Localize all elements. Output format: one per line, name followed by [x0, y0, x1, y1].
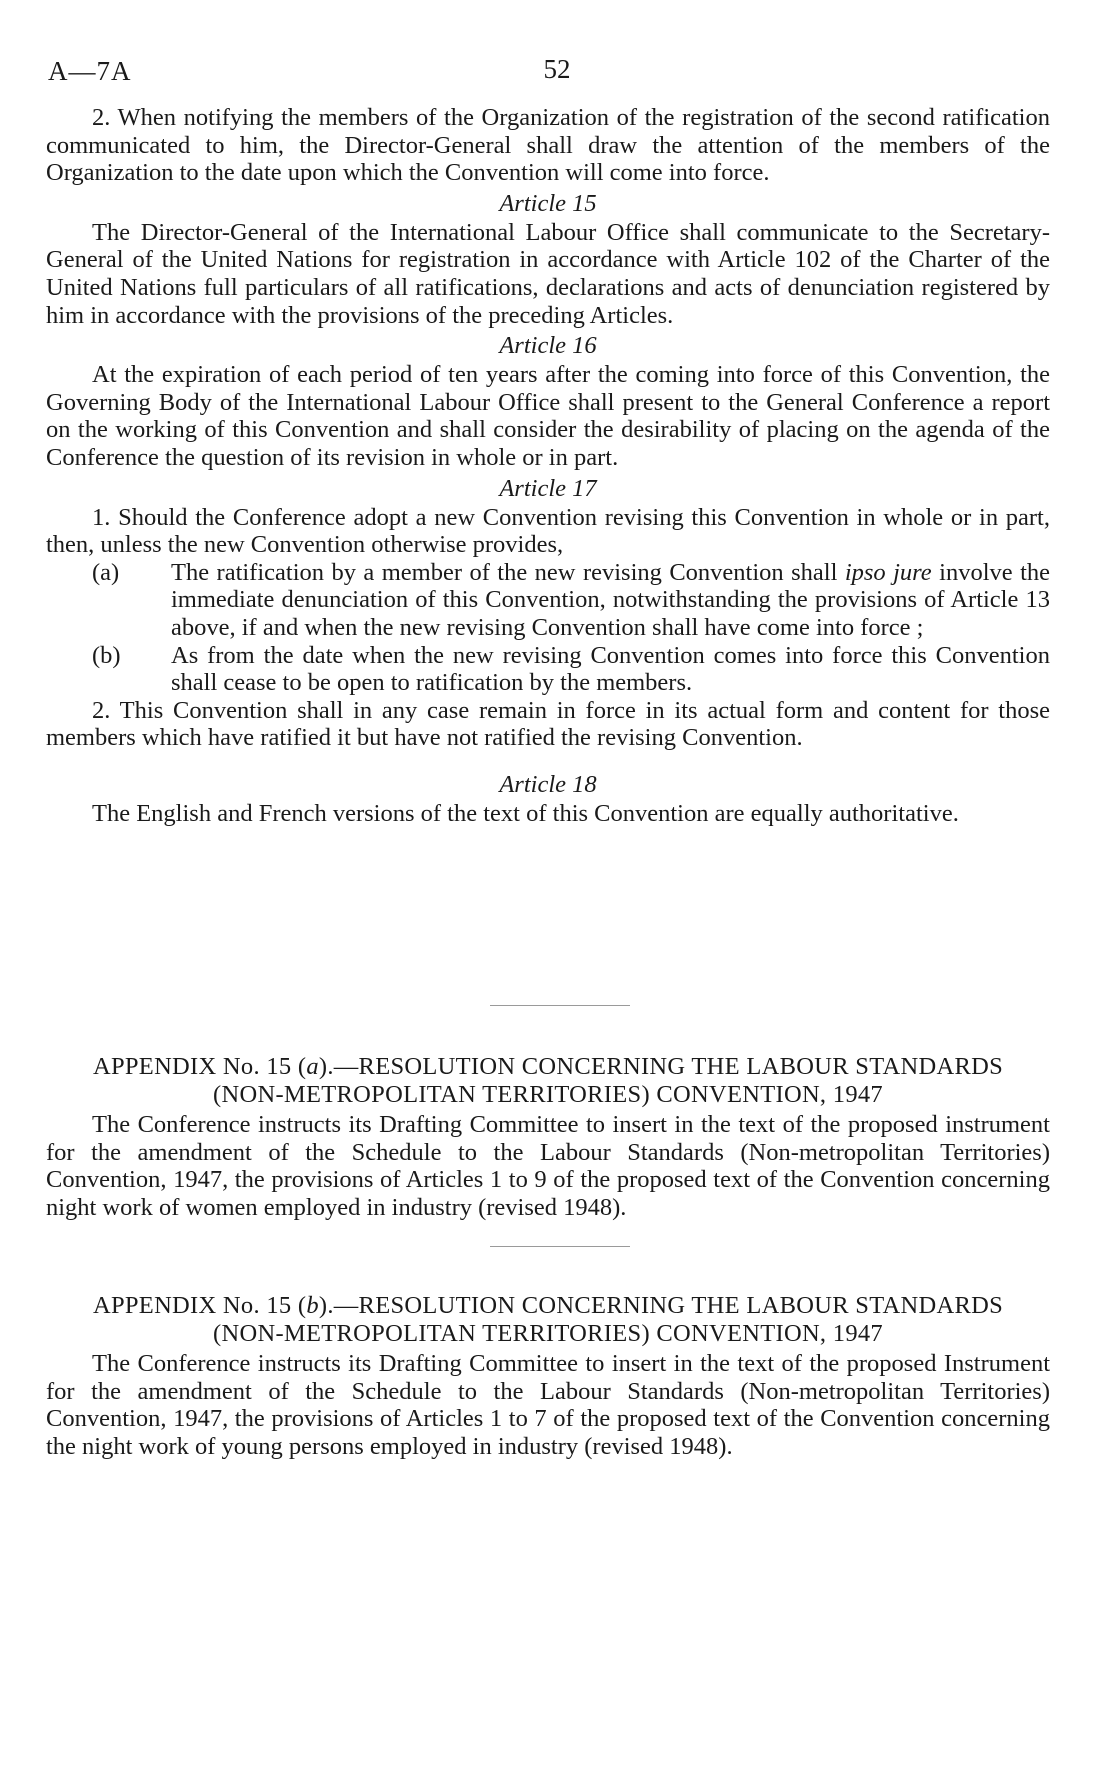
ipso-jure-italic: ipso jure: [844, 558, 932, 586]
article-16-heading: Article 16: [499, 332, 597, 360]
page-number: 52: [543, 54, 571, 84]
articles-block: [46, 104, 1050, 827]
appendix-a-title: APPENDIX No. 15 (a).—RESOLUTION CONCERNING THE LABOUR STANDARDS: [92, 1053, 1004, 1080]
article-17-item-a: [46, 559, 1050, 642]
appendix-b-text: The Conference instructs its Drafting Committee to insert in the text of the proposed Instrument for the amendment of the Schedule to the Labour Standards (Non-metropolitan Territories) Convention, 1947, the provisions of Articles 1 to 7 of the proposed text of the Convention concerning the night work of young persons employed in industry (revised 1948).: [46, 1350, 1050, 1460]
item-b-marker: (b): [92, 641, 121, 669]
document-code: A—7A: [48, 56, 132, 86]
appendix-a-block: [46, 1053, 1050, 1222]
appendix-b-block: [46, 1292, 1050, 1461]
article-17-paragraph-2: 2. This Convention shall in any case remain in force in its actual form and content for those members which have ratified it but have not ratified the revising Convention.: [46, 696, 1050, 752]
item-a-text: The ratification by a member of the new revising Convention shall ipso jure involve the immediate denunciation of this Convention, notwithstanding the provisions of Article 13 above, if and when the new revising Convention shall have come into force ;: [171, 558, 1051, 641]
article-16-text: At the expiration of each period of ten years after the coming into force of this Convention, the Governing Body of the International Labour Office shall present to the General Conference a report on the working of this Convention and shall consider the desirability of placing on the agenda of the Conference the question of its revision in whole or in part.: [46, 361, 1050, 471]
item-a-marker: (a): [92, 558, 120, 586]
article-17-heading: Article 17: [499, 474, 597, 502]
article-15-heading: Article 15: [499, 189, 597, 217]
appendix-a-text: The Conference instructs its Drafting Committee to insert in the text of the proposed instrument for the amendment of the Schedule to the Labour Standards (Non-metropolitan Territories) Convention, 1947, the provisions of Articles 1 to 9 of the proposed text of the Convention concerning night work of women employed in industry (revised 1948).: [46, 1111, 1050, 1221]
article-18-heading: Article 18: [499, 770, 597, 798]
section-divider: [490, 1005, 630, 1006]
article-15-text: The Director-General of the International Labour Office shall communicate to the Secretary-General of the United Nations for registration in accordance with Article 102 of the Charter of the United Nations full particulars of all ratifications, declarations and acts of denunciation registered by him in accordance with the provisions of the preceding Articles.: [46, 218, 1050, 329]
article-17-paragraph-1: 1. Should the Conference adopt a new Convention revising this Convention in whole or in part, then, unless the new Convention otherwise provides,: [46, 503, 1050, 559]
appendix-b-title-line-2: (NON-METROPOLITAN TERRITORIES) CONVENTION, 1947: [213, 1319, 883, 1347]
section-divider: [490, 1246, 630, 1247]
appendix-a-title-line-2: (NON-METROPOLITAN TERRITORIES) CONVENTION, 1947: [213, 1080, 883, 1108]
item-b-text: As from the date when the new revising Convention comes into force this Convention shall cease to be open to ratification by the members.: [171, 641, 1050, 697]
appendix-b-title: APPENDIX No. 15 (b).—RESOLUTION CONCERNING THE LABOUR STANDARDS: [92, 1292, 1004, 1319]
article-18-text: The English and French versions of the text of this Convention are equally authoritative.: [92, 799, 959, 827]
article-14-paragraph-2: 2. When notifying the members of the Organization of the registration of the second ratification communicated to him, the Director-General shall draw the attention of the members of the Organization to the date upon which the Convention will come into force.: [46, 104, 1050, 187]
article-17-item-b: [46, 642, 1050, 697]
